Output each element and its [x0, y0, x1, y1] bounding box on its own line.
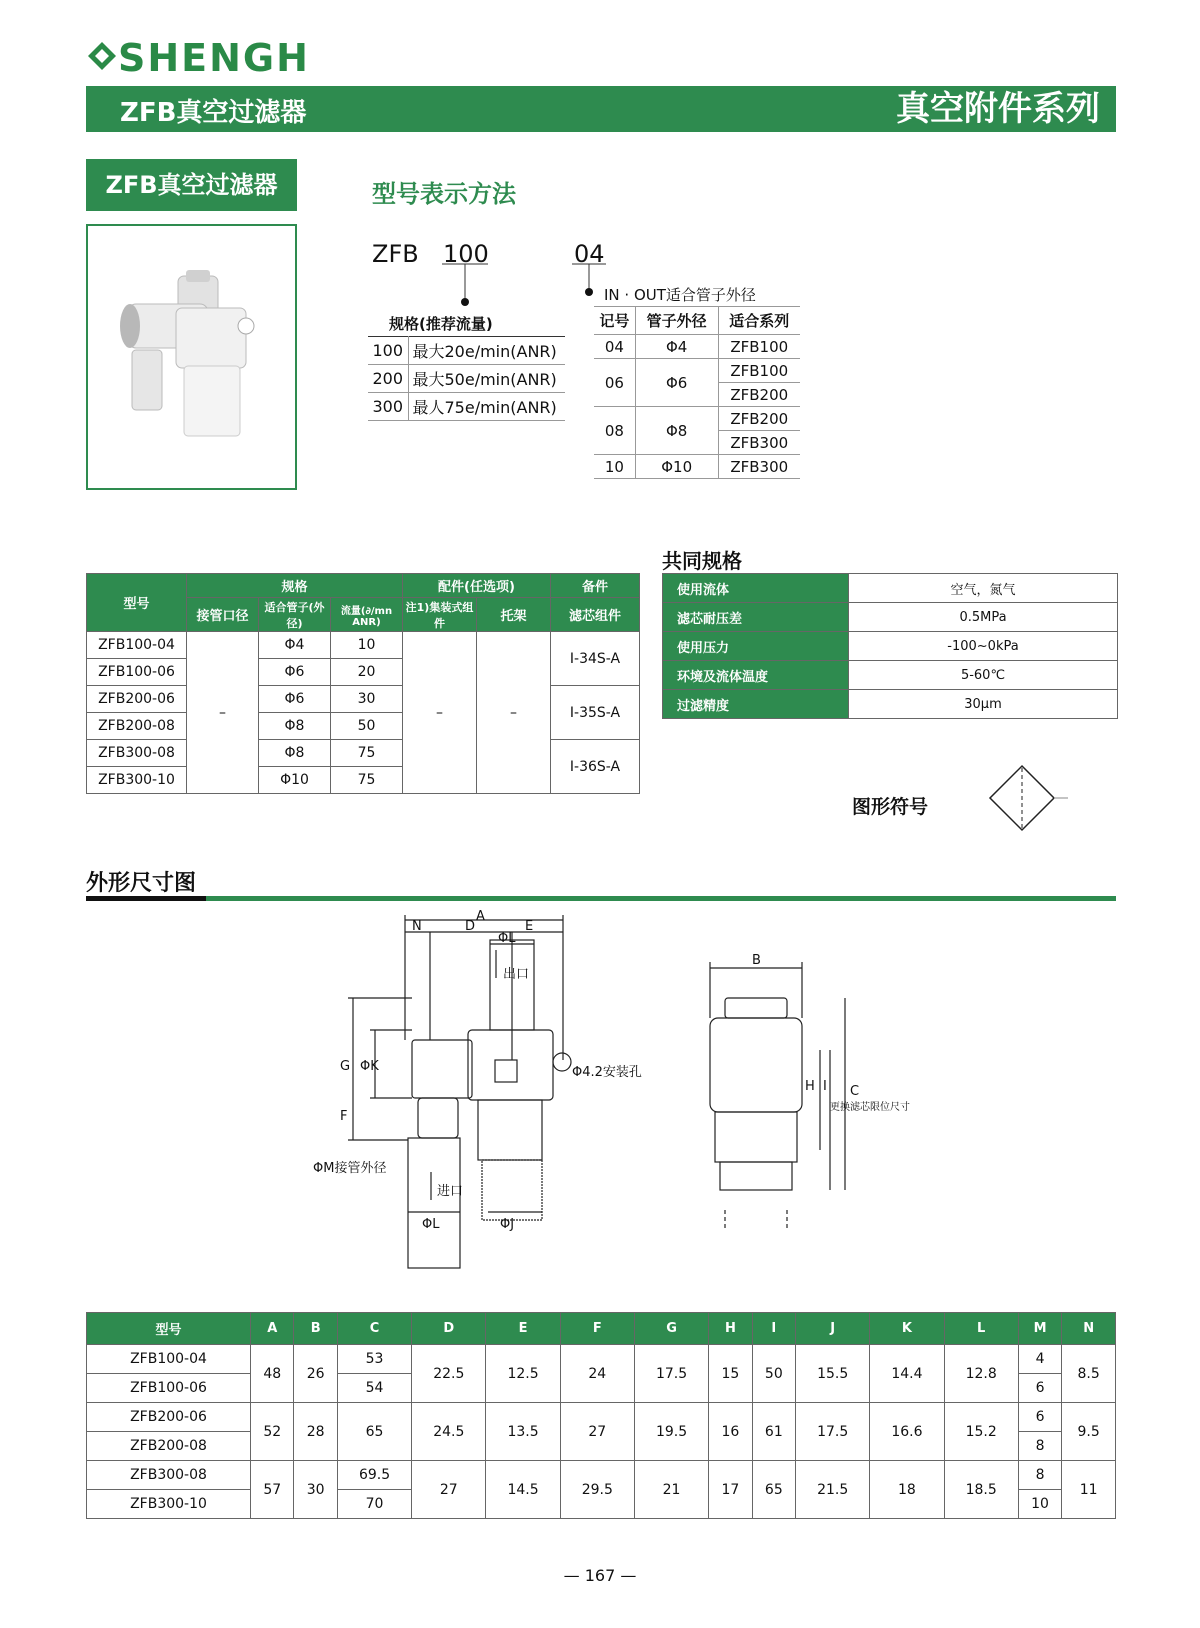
dim-cell: 17.5 — [796, 1403, 870, 1461]
pipe-series: ZFB200 — [718, 383, 800, 407]
spec-value: 空气，氮气 — [849, 574, 1118, 603]
spec-key: 使用压力 — [663, 632, 849, 661]
column-header: B — [294, 1313, 337, 1345]
pipe-table — [594, 306, 800, 479]
dim-cell: 27 — [560, 1403, 634, 1461]
table-row — [368, 337, 565, 365]
dim-cell: 15 — [709, 1345, 752, 1403]
model-cell: ZFB300-10 — [87, 767, 187, 794]
pipe-dia: Φ8 — [635, 407, 718, 455]
dim-cell: 6 — [1018, 1374, 1061, 1403]
spec-table — [368, 336, 565, 421]
column-header: M — [1018, 1313, 1061, 1345]
port-cell: – — [187, 632, 259, 794]
page-number: — 167 — — [563, 1566, 637, 1585]
spec-desc: 最大50e/min(ANR) — [408, 365, 565, 393]
dim-divider-accent — [86, 896, 206, 901]
column-header: L — [944, 1313, 1018, 1345]
model-cell: ZFB200-08 — [87, 713, 187, 740]
pipe-cell: Φ6 — [259, 659, 331, 686]
dim-cell: 24 — [560, 1345, 634, 1403]
model-cell: ZFB100-04 — [87, 632, 187, 659]
column-header: H — [709, 1313, 752, 1345]
pipe-series: ZFB100 — [718, 335, 800, 359]
dim-label-C: C — [850, 1084, 860, 1099]
brand-logo — [86, 40, 118, 72]
dim-cell: 22.5 — [412, 1345, 486, 1403]
dim-cell: 14.5 — [486, 1461, 560, 1519]
product-image — [88, 226, 295, 488]
column-header: 规格 — [187, 574, 403, 598]
dim-cell: 52 — [251, 1403, 294, 1461]
table-row — [87, 1345, 1116, 1374]
dim-cell: 14.4 — [870, 1345, 944, 1403]
dim-label-L-bottom: ΦL — [422, 1217, 440, 1232]
column-header: 型号 — [87, 574, 187, 632]
column-header: E — [486, 1313, 560, 1345]
dim-cell: 15.5 — [796, 1345, 870, 1403]
flow-cell: 10 — [331, 632, 403, 659]
dim-cell: 29.5 — [560, 1461, 634, 1519]
code-spec: 100 — [443, 240, 489, 268]
spec-value: 0.5MPa — [849, 603, 1118, 632]
table-row — [594, 359, 800, 383]
spec-key: 环境及流体温度 — [663, 661, 849, 690]
table-row — [663, 632, 1118, 661]
pipe-dia: Φ10 — [635, 455, 718, 479]
dim-cell: 57 — [251, 1461, 294, 1519]
element-cell: I-34S-A — [551, 632, 640, 686]
table-row — [663, 690, 1118, 719]
table-header-row — [594, 307, 800, 335]
column-header: C — [337, 1313, 411, 1345]
code-pipe: 04 — [574, 240, 605, 268]
dim-cell: 21 — [634, 1461, 708, 1519]
dim-cell: 4 — [1018, 1345, 1061, 1374]
dim-cell: 9.5 — [1062, 1403, 1116, 1461]
flow-cell: 30 — [331, 686, 403, 713]
table-header-row — [87, 1313, 1116, 1345]
flow-cell: 75 — [331, 740, 403, 767]
pipe-dia-label: ΦM接管外径 — [313, 1161, 387, 1176]
dim-label-I: I — [823, 1079, 827, 1094]
pipe-code: 04 — [594, 335, 635, 359]
pipe-code: 10 — [594, 455, 635, 479]
hole-label: Φ4.2安装孔 — [572, 1065, 642, 1080]
dimension-table — [86, 1312, 1116, 1519]
table-row — [87, 1403, 1116, 1432]
dim-label-A: A — [476, 909, 485, 924]
model-cell: ZFB300-08 — [87, 740, 187, 767]
dim-cell: 11 — [1062, 1461, 1116, 1519]
pipe-caption: IN · OUT适合管子外径 — [604, 286, 756, 304]
table-row — [87, 686, 640, 713]
model-cell: ZFB300-08 — [87, 1461, 251, 1490]
logo-mark-icon — [86, 40, 118, 72]
code-prefix: ZFB — [372, 240, 419, 268]
spec-desc: 最人75e/min(ANR) — [408, 393, 565, 421]
flow-cell: 50 — [331, 713, 403, 740]
table-row — [87, 632, 640, 659]
dim-cell: 16 — [709, 1403, 752, 1461]
pipe-code: 08 — [594, 407, 635, 455]
dim-cell: 50 — [752, 1345, 795, 1403]
dim-cell: 12.8 — [944, 1345, 1018, 1403]
dim-cell: 53 — [337, 1345, 411, 1374]
dim-label-F: F — [340, 1109, 348, 1124]
table-row — [368, 393, 565, 421]
outlet-label: 出口 — [503, 967, 530, 982]
element-cell: I-35S-A — [551, 686, 640, 740]
dim-label-J: ΦJ — [500, 1217, 515, 1232]
pipe-cell: Φ8 — [259, 740, 331, 767]
column-header: F — [560, 1313, 634, 1345]
spec-code: 100 — [368, 337, 408, 365]
pipe-cell: Φ8 — [259, 713, 331, 740]
model-table — [86, 573, 640, 794]
section-tab: ZFB真空过滤器 — [86, 159, 297, 211]
pipe-cell: Φ4 — [259, 632, 331, 659]
dim-cell: 69.5 — [337, 1461, 411, 1490]
pipe-cell: Φ6 — [259, 686, 331, 713]
element-limit-note: 更换滤芯限位尺寸 — [830, 1102, 910, 1113]
column-header: 注1)集装式组件 — [403, 598, 477, 632]
dim-cell: 61 — [752, 1403, 795, 1461]
spec-caption: 规格(推荐流量) — [389, 315, 493, 333]
dim-label-G: G — [340, 1059, 351, 1074]
dim-cell: 24.5 — [412, 1403, 486, 1461]
dim-label-D: D — [465, 919, 476, 934]
dim-cell: 18 — [870, 1461, 944, 1519]
dim-cell: 27 — [412, 1461, 486, 1519]
table-row — [663, 603, 1118, 632]
table-row — [87, 740, 640, 767]
dim-cell: 26 — [294, 1345, 337, 1403]
model-code-title: 型号表示方法 — [372, 180, 516, 208]
column-header: 托架 — [477, 598, 551, 632]
dim-cell: 70 — [337, 1490, 411, 1519]
column-header: 型号 — [87, 1313, 251, 1345]
pipe-series: ZFB300 — [718, 431, 800, 455]
column-header: 记号 — [594, 307, 635, 335]
common-spec-table — [662, 573, 1118, 719]
element-cell: I-36S-A — [551, 740, 640, 794]
dim-cell: 17.5 — [634, 1345, 708, 1403]
spec-key: 使用流体 — [663, 574, 849, 603]
dim-cell: 54 — [337, 1374, 411, 1403]
spec-value: -100~0kPa — [849, 632, 1118, 661]
column-header: 适合管子(外径) — [259, 598, 331, 632]
dim-label-N: N — [412, 919, 422, 934]
table-row — [594, 455, 800, 479]
spec-desc: 最大20e/min(ANR) — [408, 337, 565, 365]
flow-cell: 75 — [331, 767, 403, 794]
spec-code: 300 — [368, 393, 408, 421]
dimension-drawing — [300, 909, 910, 1280]
pipe-series: ZFB300 — [718, 455, 800, 479]
column-header: 滤芯组件 — [551, 598, 640, 632]
dim-cell: 16.6 — [870, 1403, 944, 1461]
table-header-row — [87, 574, 640, 598]
dim-cell: 28 — [294, 1403, 337, 1461]
column-header: G — [634, 1313, 708, 1345]
model-cell: ZFB200-06 — [87, 1403, 251, 1432]
column-header: K — [870, 1313, 944, 1345]
model-cell: ZFB200-06 — [87, 686, 187, 713]
spec-key: 滤芯耐压差 — [663, 603, 849, 632]
column-header: 接管口径 — [187, 598, 259, 632]
table-row — [87, 1461, 1116, 1490]
dim-cell: 17 — [709, 1461, 752, 1519]
dim-cell: 21.5 — [796, 1461, 870, 1519]
column-header: 流量(∂/mn ANR) — [331, 598, 403, 632]
dim-cell: 6 — [1018, 1403, 1061, 1432]
column-header: 配件(任选项) — [403, 574, 551, 598]
column-header: A — [251, 1313, 294, 1345]
dim-label-B: B — [752, 953, 761, 968]
model-cell: ZFB100-06 — [87, 1374, 251, 1403]
bracket-cell: – — [477, 632, 551, 794]
header-title: ZFB真空过滤器 — [120, 98, 307, 128]
model-cell: ZFB100-04 — [87, 1345, 251, 1374]
dim-cell: 8.5 — [1062, 1345, 1116, 1403]
brand-name: SHENGH — [118, 36, 310, 80]
model-cell: ZFB100-06 — [87, 659, 187, 686]
dim-cell: 13.5 — [486, 1403, 560, 1461]
dim-section-title: 外形尺寸图 — [86, 871, 197, 896]
dim-cell: 12.5 — [486, 1345, 560, 1403]
symbol-label: 图形符号 — [852, 796, 929, 818]
column-header: N — [1062, 1313, 1116, 1345]
spec-code: 200 — [368, 365, 408, 393]
pipe-series: ZFB200 — [718, 407, 800, 431]
column-header: D — [412, 1313, 486, 1345]
dim-cell: 65 — [752, 1461, 795, 1519]
dim-label-L-top: ΦL — [498, 931, 516, 946]
spec-key: 过滤精度 — [663, 690, 849, 719]
pipe-dia: Φ6 — [635, 359, 718, 407]
dim-cell: 19.5 — [634, 1403, 708, 1461]
dim-cell: 10 — [1018, 1490, 1061, 1519]
dim-cell: 30 — [294, 1461, 337, 1519]
table-row — [663, 661, 1118, 690]
spec-value: 5-60℃ — [849, 661, 1118, 690]
table-row — [594, 335, 800, 359]
dim-cell: 18.5 — [944, 1461, 1018, 1519]
dim-label-E: E — [525, 919, 534, 934]
dim-cell: 65 — [337, 1403, 411, 1461]
dim-cell: 48 — [251, 1345, 294, 1403]
dim-cell: 8 — [1018, 1461, 1061, 1490]
column-header: 管子外径 — [635, 307, 718, 335]
model-cell: ZFB200-08 — [87, 1432, 251, 1461]
column-header: 备件 — [551, 574, 640, 598]
flow-cell: 20 — [331, 659, 403, 686]
column-header: I — [752, 1313, 795, 1345]
manifold-cell: – — [403, 632, 477, 794]
pipe-series: ZFB100 — [718, 359, 800, 383]
pipe-dia: Φ4 — [635, 335, 718, 359]
spec-value: 30μm — [849, 690, 1118, 719]
model-cell: ZFB300-10 — [87, 1490, 251, 1519]
dim-label-H: H — [805, 1079, 815, 1094]
table-row — [594, 407, 800, 431]
pipe-code: 06 — [594, 359, 635, 407]
table-row — [368, 365, 565, 393]
common-spec-title: 共同规格 — [662, 549, 742, 573]
pipe-cell: Φ10 — [259, 767, 331, 794]
dim-label-K: ΦK — [360, 1059, 379, 1074]
inlet-label: 进口 — [437, 1184, 464, 1199]
product-photo — [86, 224, 297, 490]
dim-cell: 15.2 — [944, 1403, 1018, 1461]
column-header: J — [796, 1313, 870, 1345]
column-header: 适合系列 — [718, 307, 800, 335]
header-series: 真空附件系列 — [896, 89, 1100, 129]
dim-divider — [86, 896, 1116, 901]
filter-symbol-icon — [990, 764, 1070, 834]
table-row — [663, 574, 1118, 603]
dim-cell: 8 — [1018, 1432, 1061, 1461]
